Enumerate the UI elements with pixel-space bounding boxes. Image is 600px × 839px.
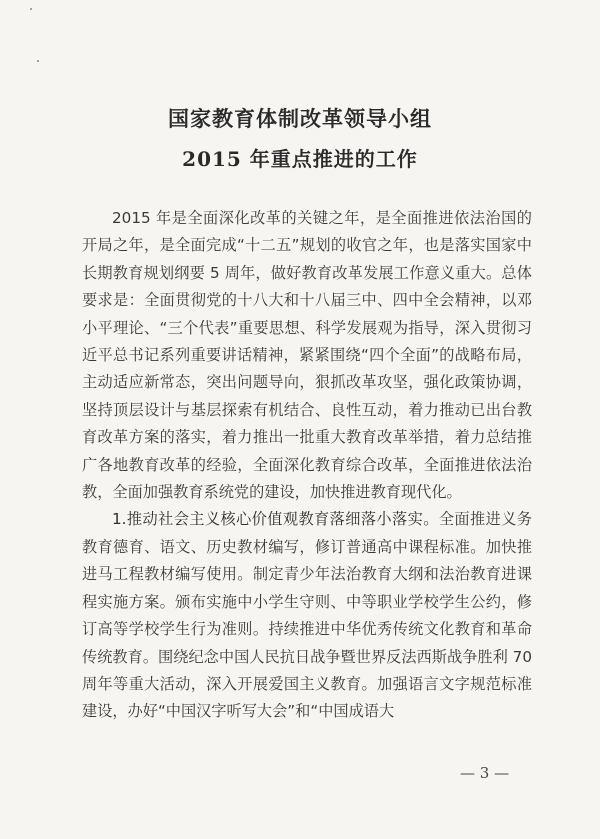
paragraph-item-1: [82, 506, 532, 725]
document-body: [82, 205, 532, 726]
item-1-text: 全面推进义务教育德育、语文、历史教材编写，修订普通高中课程标准。加快推进马工程教材编写使用。制定青少年法治教育大纲和法治教育进课程实施方案。颁布实施中小学生守则、中等职业学校学生公约，修订高等学校学生行为准则。持续推进中华优秀传统文化教育和革命传统教育。围绕纪念中国人民抗日战争暨世界反法西斯战争胜利 70 周年等重大活动，深入开展爱国主义教育。加强语言文字规范标准建设，办好“中国汉字听写大会”和“中国成语大: [82, 510, 532, 721]
page-number: — 3 —: [460, 764, 510, 782]
paragraph-overview: 2015 年是全面深化改革的关键之年，是全面推进依法治国的开局之年，是全面完成“十二五”规划的收官之年，也是落实国家中长期教育规划纲要 5 周年，做好教育改革发展工作意义重大。总体要求是：全面贯彻党的十八大和十八届三中、四中全会精神，以邓小平理论、“三个代表”重要思想、科学发展观为指导，深入贯彻习近平总书记系列重要讲话精神，紧紧围绕“四个全面”的战略布局，主动适应新常态，突出问题导向，狠抓改革攻坚，强化政策协调，坚持顶层设计与基层探索有机结合、良性互动，着力推动已出台教育改革方案的落实，着力推出一批重大教育改革举措，着力总结推广各地教育改革的经验，全面深化教育综合改革，全面推进依法治教，全面加强教育系统党的建设，加快推进教育现代化。: [82, 209, 532, 502]
scan-speck: [30, 8, 32, 10]
document-title-line1: 国家教育体制改革领导小组: [168, 106, 432, 131]
document-title-line2: 2015 年重点推进的工作: [182, 147, 418, 171]
item-1-heading: 1.推动社会主义核心价值观教育落细落小落实。: [112, 510, 439, 529]
scan-speck: [37, 60, 39, 62]
